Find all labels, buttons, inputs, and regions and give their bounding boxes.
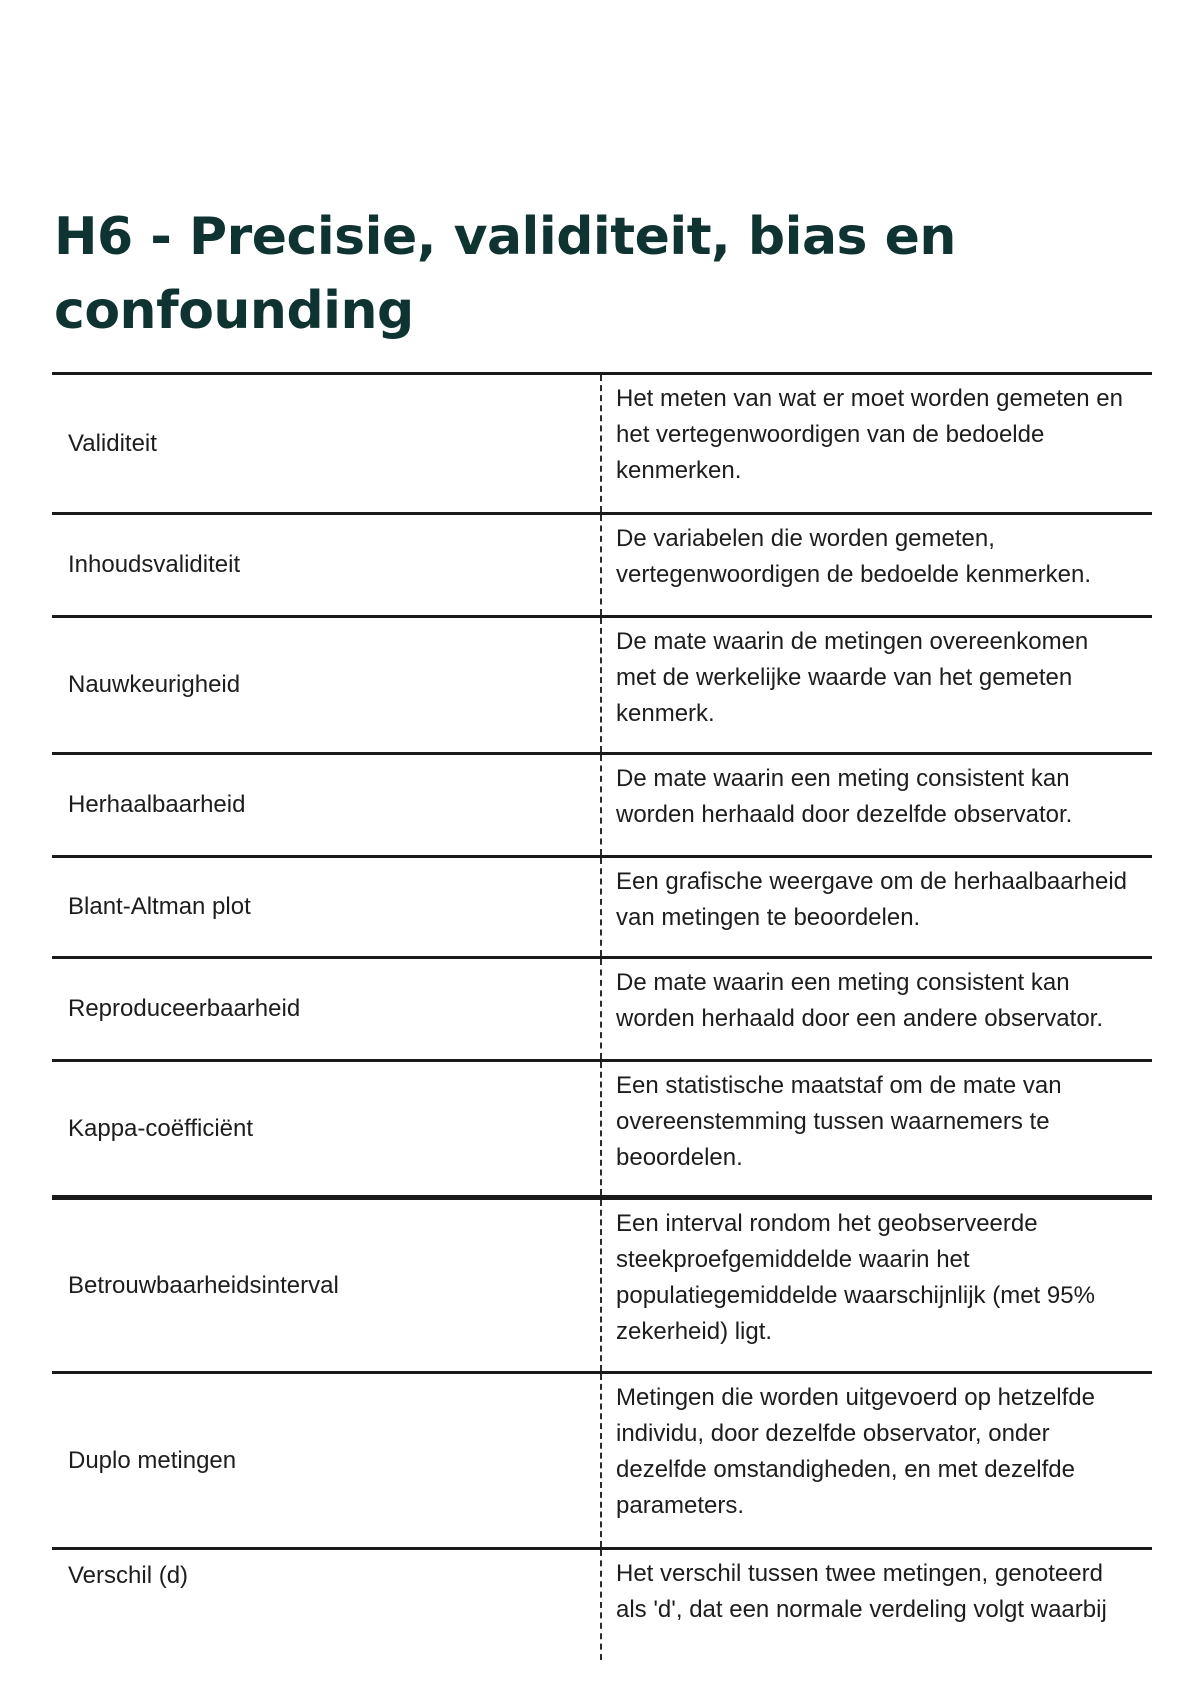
definition-cell: Het meten van wat er moet worden gemeten en het vertegenwoordigen van de bedoelde kenmerken. bbox=[616, 385, 1123, 484]
page-title: H6 - Precisie, validiteit, bias en confounding bbox=[54, 207, 956, 341]
definition-cell: Een grafische weergave om de herhaalbaarheid van metingen te beoordelen. bbox=[616, 868, 1127, 931]
table-row bbox=[52, 618, 1152, 755]
table-row bbox=[52, 858, 1152, 959]
term-cell: Verschil (d) bbox=[52, 1550, 602, 1660]
term-cell: Herhaalbaarheid bbox=[52, 755, 602, 855]
table-row bbox=[52, 1200, 1152, 1374]
term-cell: Reproduceerbaarheid bbox=[52, 959, 602, 1059]
table-row bbox=[52, 959, 1152, 1062]
term-cell: Duplo metingen bbox=[52, 1374, 602, 1547]
glossary-table bbox=[52, 372, 1152, 1660]
term-cell: Betrouwbaarheidsinterval bbox=[52, 1200, 602, 1371]
definition-cell: De mate waarin de metingen overeenkomen met de werkelijke waarde van het gemeten kenmerk. bbox=[616, 628, 1089, 727]
term-cell: Kappa-coëfficiënt bbox=[52, 1062, 602, 1195]
table-row bbox=[52, 1550, 1152, 1660]
definition-cell: Een interval rondom het geobserveerde steekproefgemiddelde waarin het populatiegemiddelde waarschijnlijk (met 95% zekerheid) ligt. bbox=[616, 1210, 1095, 1345]
table-row bbox=[52, 515, 1152, 618]
definition-cell: Het verschil tussen twee metingen, genoteerd als 'd', dat een normale verdeling volgt waarbij bbox=[616, 1560, 1107, 1623]
term-cell: Inhoudsvaliditeit bbox=[52, 515, 602, 615]
table-row bbox=[52, 375, 1152, 515]
table-row bbox=[52, 1062, 1152, 1200]
term-cell: Validiteit bbox=[52, 375, 602, 512]
definition-cell: De mate waarin een meting consistent kan worden herhaald door dezelfde observator. bbox=[616, 765, 1073, 828]
definition-cell: Metingen die worden uitgevoerd op hetzelfde individu, door dezelfde observator, onder dezelfde omstandigheden, en met dezelfde parameters. bbox=[616, 1384, 1095, 1519]
definition-cell: De mate waarin een meting consistent kan worden herhaald door een andere observator. bbox=[616, 969, 1104, 1032]
table-row bbox=[52, 755, 1152, 858]
definition-cell: Een statistische maatstaf om de mate van overeenstemming tussen waarnemers te beoordelen. bbox=[616, 1072, 1062, 1171]
term-cell: Nauwkeurigheid bbox=[52, 618, 602, 752]
table-row bbox=[52, 1374, 1152, 1550]
term-cell: Blant-Altman plot bbox=[52, 858, 602, 956]
definition-cell: De variabelen die worden gemeten, vertegenwoordigen de bedoelde kenmerken. bbox=[616, 525, 1091, 588]
